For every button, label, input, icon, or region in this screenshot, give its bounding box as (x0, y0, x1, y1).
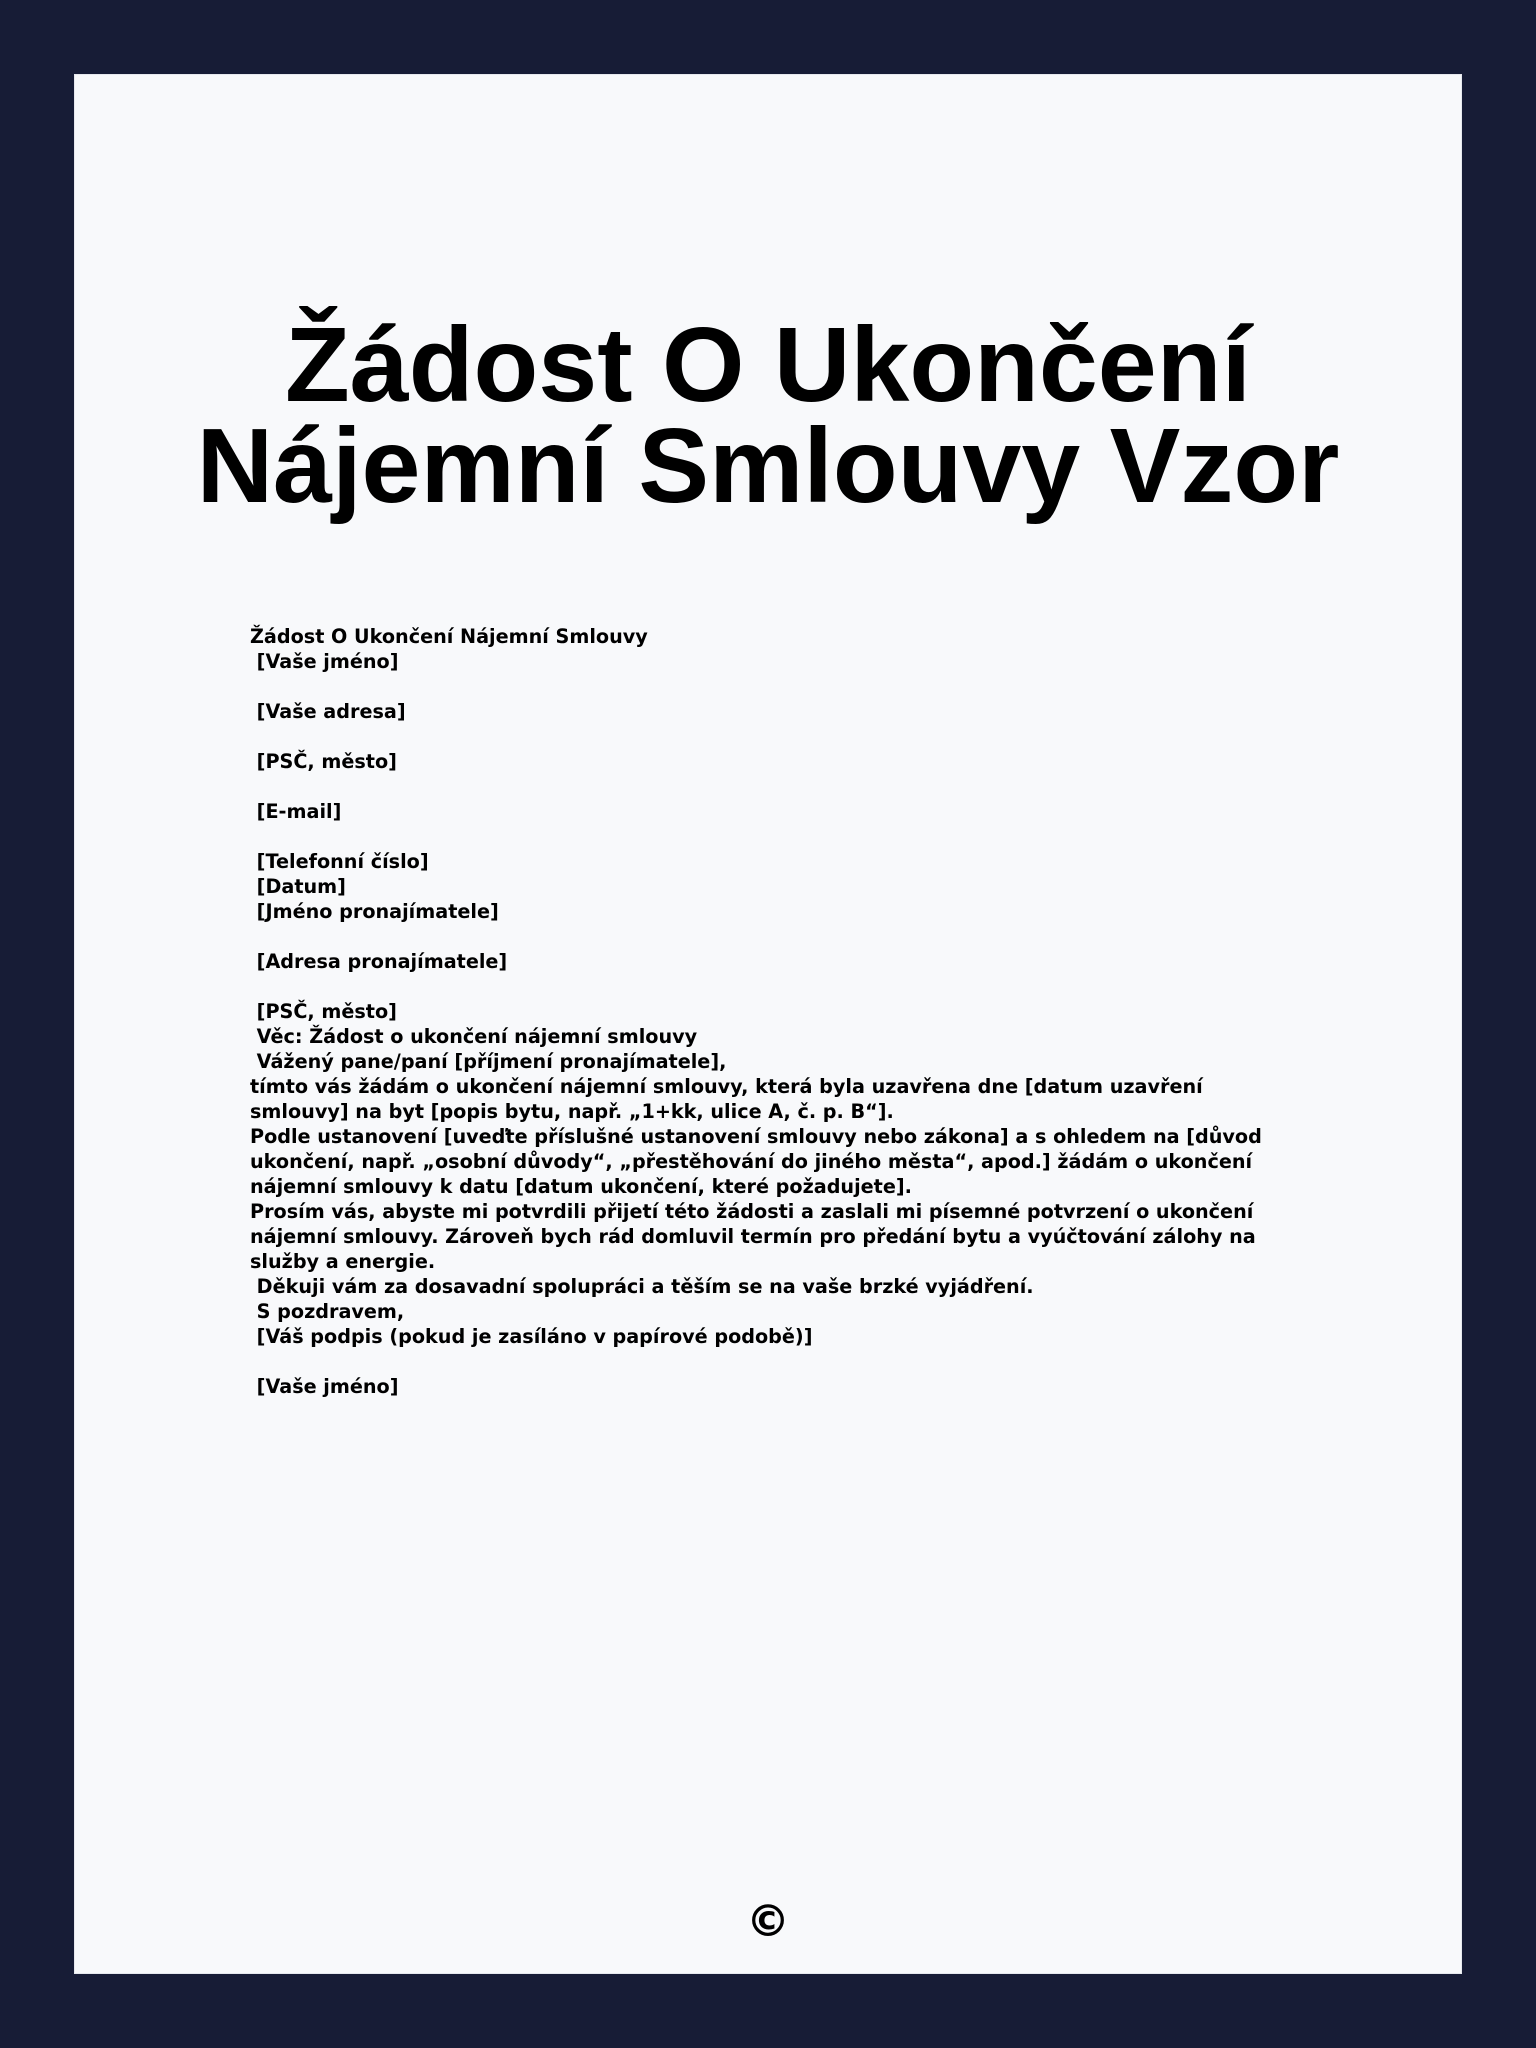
letter-heading: Žádost O Ukončení Nájemní Smlouvy (250, 625, 648, 648)
landlord-city: [PSČ, město] (250, 1000, 397, 1023)
spacer (250, 1349, 1330, 1374)
sender-name: [Vaše jméno] (250, 650, 399, 673)
spacer (250, 774, 1330, 799)
letter-subject: Věc: Žádost o ukončení nájemní smlouvy (250, 1025, 698, 1048)
letter-closing: S pozdravem, (250, 1300, 405, 1323)
letter-signature-name: [Vaše jméno] (250, 1375, 399, 1398)
letter-paragraph-2: Podle ustanovení [uveďte příslušné ustanovení smlouvy nebo zákona] a s ohledem na [důvod ukončení, např. „osobní důvody“, „přestěhování do jiného města“, apod.] žádám o ukončení nájemní smlouvy k datu [datum ukončení, které požadujete]. (250, 1125, 1262, 1198)
document-page (75, 75, 1461, 1973)
sender-address: [Vaše adresa] (250, 700, 406, 723)
landlord-address: [Adresa pronajímatele] (250, 950, 508, 973)
landlord-name: [Jméno pronajímatele] (250, 900, 499, 923)
spacer (250, 674, 1330, 699)
letter-date: [Datum] (250, 875, 346, 898)
spacer (250, 824, 1330, 849)
spacer (250, 974, 1330, 999)
letter-salutation: Vážený pane/paní [příjmení pronajímatele], (250, 1050, 727, 1073)
copyright-icon: © (746, 1896, 790, 1947)
sender-city: [PSČ, město] (250, 750, 397, 773)
spacer (250, 724, 1330, 749)
letter-paragraph-3: Prosím vás, abyste mi potvrdili přijetí této žádosti a zaslali mi písemné potvrzení o ukončení nájemní smlouvy. Zároveň bych rád domluvil termín pro předání bytu a vyúčtování zálohy na služby a energie. (250, 1200, 1256, 1273)
sender-phone: [Telefonní číslo] (250, 850, 429, 873)
letter-signature: [Váš podpis (pokud je zasíláno v papírové podobě)] (250, 1325, 813, 1348)
page-title: Žádost O Ukončení Nájemní Smlouvy Vzor (196, 306, 1340, 525)
spacer (250, 924, 1330, 949)
letter-body (250, 624, 1330, 1399)
sender-email: [E-mail] (250, 800, 342, 823)
letter-thanks: Děkuji vám za dosavadní spolupráci a těším se na vaše brzké vyjádření. (250, 1275, 1034, 1298)
letter-paragraph-1: tímto vás žádám o ukončení nájemní smlouvy, která byla uzavřena dne [datum uzavření smlouvy] na byt [popis bytu, např. „1+kk, ulice A, č. p. B“]. (250, 1075, 1203, 1123)
